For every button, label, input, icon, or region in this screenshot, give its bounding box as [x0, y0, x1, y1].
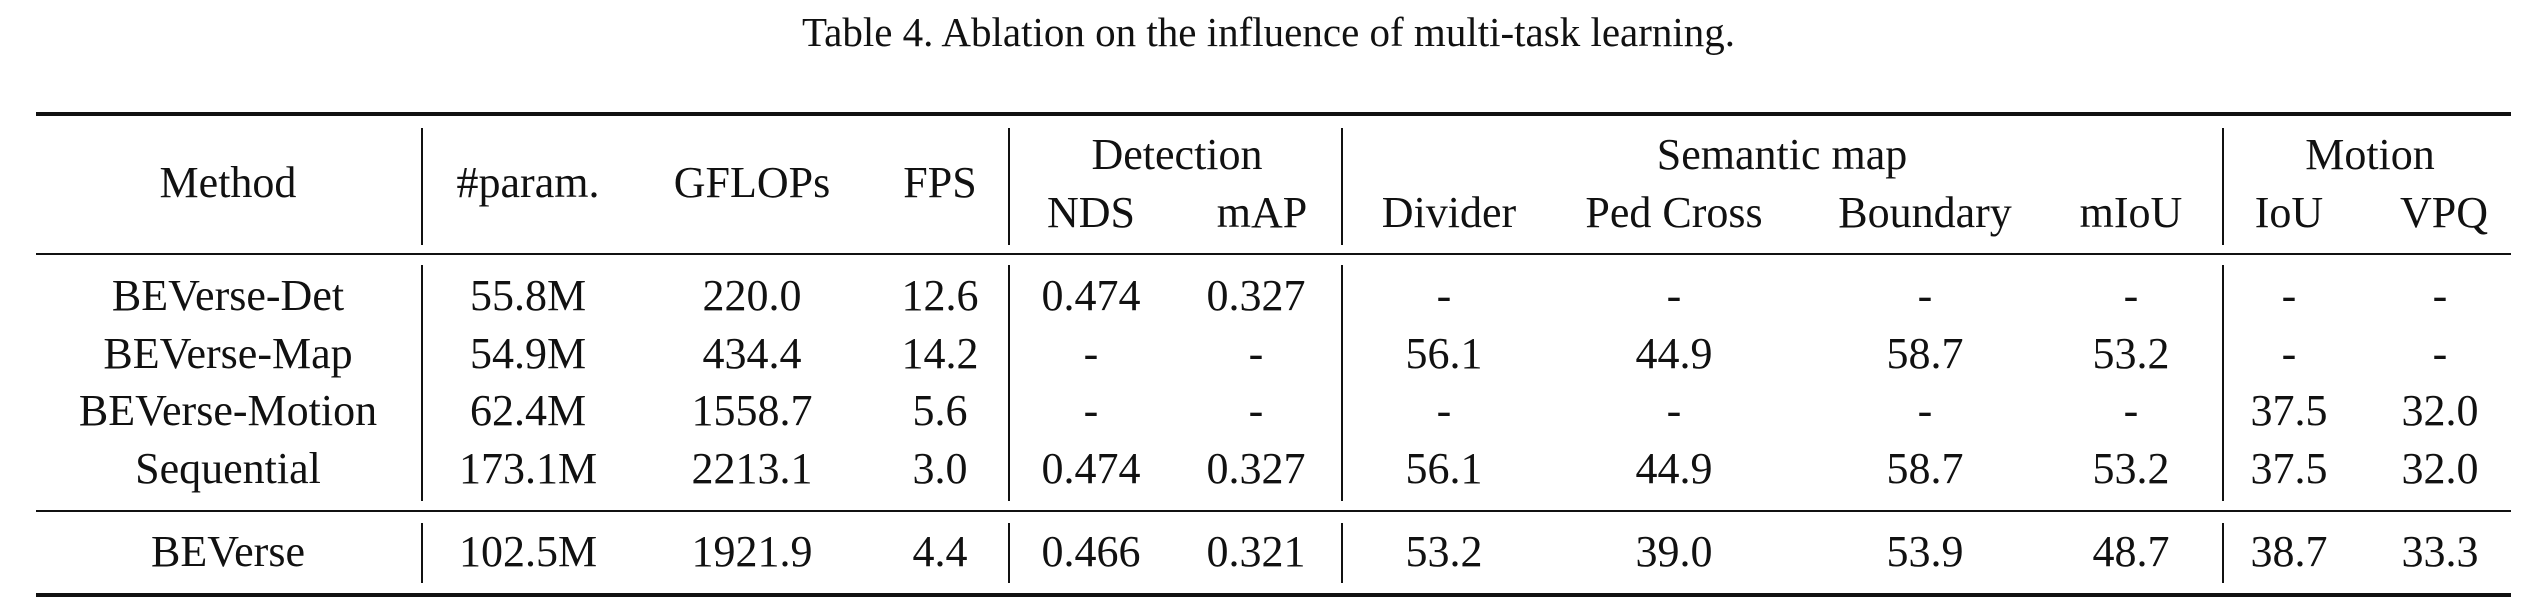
separator-detection [1341, 128, 1343, 245]
row-iou: 37.5 [2250, 444, 2328, 493]
separator-semantic [2222, 265, 2224, 501]
row-gflops: 1921.9 [691, 527, 813, 576]
header-ped-cross: Ped Cross [1585, 188, 1763, 237]
row-iou: 37.5 [2250, 386, 2328, 435]
row-miou: - [2123, 386, 2139, 435]
row-iou: - [2281, 329, 2297, 378]
header-gflops: GFLOPs [673, 158, 831, 207]
separator-method [421, 128, 423, 245]
header-method: Method [159, 158, 297, 207]
summary-rule [36, 510, 2511, 512]
row-ped-cross: 44.9 [1635, 329, 1713, 378]
row-fps: 4.4 [912, 527, 968, 576]
separator-semantic [2222, 523, 2224, 583]
row-param: 173.1M [458, 444, 598, 493]
separator-detection [1341, 523, 1343, 583]
row-gflops: 434.4 [702, 329, 802, 378]
separator-method [421, 523, 423, 583]
row-divider: 56.1 [1405, 329, 1483, 378]
separator-detection [1341, 265, 1343, 501]
separator-efficiency [1008, 523, 1010, 583]
row-boundary: 53.9 [1886, 527, 1964, 576]
separator-efficiency [1008, 128, 1010, 245]
header-iou: IoU [2254, 188, 2324, 237]
row-vpq: 33.3 [2401, 527, 2479, 576]
row-ped-cross: - [1666, 386, 1682, 435]
separator-method [421, 265, 423, 501]
row-fps: 5.6 [912, 386, 968, 435]
row-miou: 53.2 [2092, 444, 2170, 493]
header-semantic-map: Semantic map [1656, 130, 1908, 179]
row-iou: 38.7 [2250, 527, 2328, 576]
header-miou: mIoU [2079, 188, 2183, 237]
row-boundary: - [1917, 386, 1933, 435]
header-param: #param. [456, 158, 600, 207]
row-divider: - [1436, 386, 1452, 435]
row-map: 0.327 [1206, 444, 1306, 493]
row-vpq: 32.0 [2401, 386, 2479, 435]
row-ped-cross: 39.0 [1635, 527, 1713, 576]
row-iou: - [2281, 271, 2297, 320]
row-method: BEVerse-Motion [78, 386, 378, 435]
row-nds: 0.474 [1041, 271, 1141, 320]
row-param: 54.9M [469, 329, 587, 378]
separator-semantic [2222, 128, 2224, 245]
row-method: BEVerse-Map [103, 329, 353, 378]
row-boundary: 58.7 [1886, 444, 1964, 493]
row-miou: - [2123, 271, 2139, 320]
row-map: - [1248, 386, 1264, 435]
header-map: mAP [1216, 188, 1308, 237]
row-param: 55.8M [469, 271, 587, 320]
top-rule [36, 112, 2511, 116]
row-nds: 0.474 [1041, 444, 1141, 493]
row-nds: - [1083, 386, 1099, 435]
row-map: - [1248, 329, 1264, 378]
header-detection: Detection [1091, 130, 1263, 179]
row-boundary: 58.7 [1886, 329, 1964, 378]
row-nds: - [1083, 329, 1099, 378]
row-param: 62.4M [469, 386, 587, 435]
row-gflops: 2213.1 [691, 444, 813, 493]
row-fps: 12.6 [901, 271, 979, 320]
header-divider: Divider [1381, 188, 1517, 237]
row-boundary: - [1917, 271, 1933, 320]
row-ped-cross: - [1666, 271, 1682, 320]
row-vpq: - [2432, 329, 2448, 378]
bottom-rule [36, 593, 2511, 597]
row-nds: 0.466 [1041, 527, 1141, 576]
header-motion: Motion [2305, 130, 2435, 179]
header-fps: FPS [903, 158, 977, 207]
separator-efficiency [1008, 265, 1010, 501]
row-map: 0.327 [1206, 271, 1306, 320]
row-param: 102.5M [458, 527, 598, 576]
row-fps: 14.2 [901, 329, 979, 378]
row-gflops: 220.0 [702, 271, 802, 320]
row-gflops: 1558.7 [691, 386, 813, 435]
row-divider: - [1436, 271, 1452, 320]
row-method: BEVerse-Det [111, 271, 345, 320]
header-rule [36, 253, 2511, 255]
row-ped-cross: 44.9 [1635, 444, 1713, 493]
row-fps: 3.0 [912, 444, 968, 493]
table-caption: Table 4. Ablation on the influence of multi-task learning. [801, 9, 1736, 55]
row-map: 0.321 [1206, 527, 1306, 576]
row-vpq: 32.0 [2401, 444, 2479, 493]
row-divider: 53.2 [1405, 527, 1483, 576]
header-vpq: VPQ [2399, 188, 2489, 237]
header-boundary: Boundary [1838, 188, 2012, 237]
row-miou: 48.7 [2092, 527, 2170, 576]
row-method: Sequential [135, 444, 321, 493]
row-miou: 53.2 [2092, 329, 2170, 378]
header-nds: NDS [1046, 188, 1136, 237]
row-method: BEVerse [151, 527, 305, 576]
row-divider: 56.1 [1405, 444, 1483, 493]
row-vpq: - [2432, 271, 2448, 320]
